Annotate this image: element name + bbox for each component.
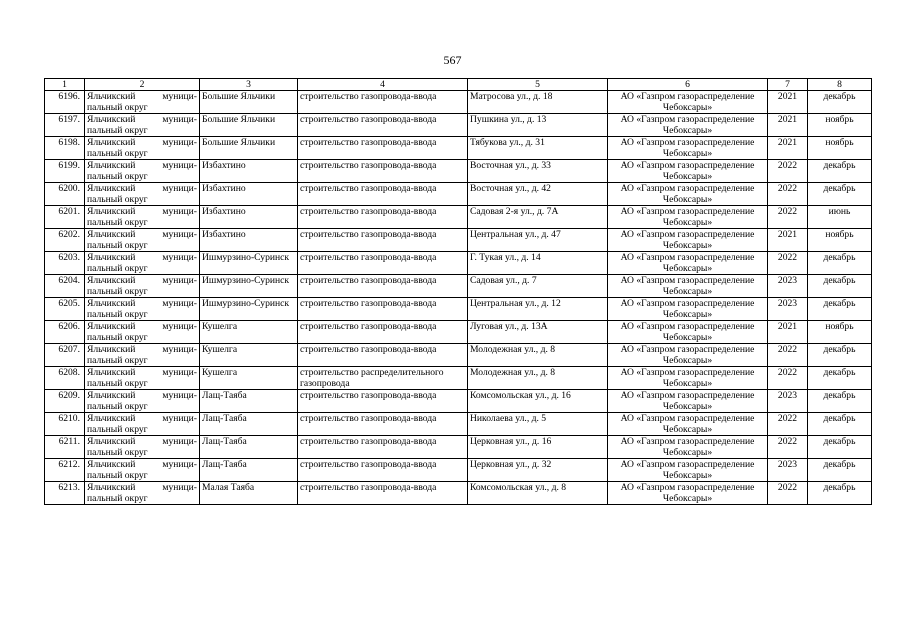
organization-cell: АО «Газпром газораспределение Чебоксары» bbox=[608, 137, 768, 160]
row-number-cell: 6202. bbox=[45, 229, 85, 252]
locality-cell: Ишмурзино-Суринск bbox=[200, 298, 298, 321]
table-row bbox=[45, 275, 872, 298]
organization-cell: АО «Газпром газораспределение Чебоксары» bbox=[608, 344, 768, 367]
table-body bbox=[45, 91, 872, 505]
work-type-cell: строительство газопровода-ввода bbox=[298, 413, 468, 436]
table-row bbox=[45, 459, 872, 482]
address-cell: Церковная ул., д. 16 bbox=[468, 436, 608, 459]
locality-cell: Большие Яльчики bbox=[200, 137, 298, 160]
district-cell: Яльчикский муници-пальный округ bbox=[85, 275, 200, 298]
year-cell: 2021 bbox=[768, 321, 808, 344]
row-number-cell: 6201. bbox=[45, 206, 85, 229]
month-cell: декабрь bbox=[808, 91, 872, 114]
year-cell: 2021 bbox=[768, 229, 808, 252]
work-type-cell: строительство газопровода-ввода bbox=[298, 160, 468, 183]
work-type-cell: строительство распределительного газопровода bbox=[298, 367, 468, 390]
district-cell: Яльчикский муници-пальный округ bbox=[85, 482, 200, 505]
district-cell: Яльчикский муници-пальный округ bbox=[85, 114, 200, 137]
row-number-cell: 6203. bbox=[45, 252, 85, 275]
district-cell: Яльчикский муници-пальный округ bbox=[85, 160, 200, 183]
organization-cell: АО «Газпром газораспределение Чебоксары» bbox=[608, 321, 768, 344]
district-cell: Яльчикский муници-пальный округ bbox=[85, 252, 200, 275]
header-cell: 6 bbox=[608, 79, 768, 91]
year-cell: 2022 bbox=[768, 160, 808, 183]
year-cell: 2023 bbox=[768, 459, 808, 482]
year-cell: 2022 bbox=[768, 183, 808, 206]
year-cell: 2023 bbox=[768, 275, 808, 298]
year-cell: 2022 bbox=[768, 344, 808, 367]
table-row bbox=[45, 183, 872, 206]
work-type-cell: строительство газопровода-ввода bbox=[298, 229, 468, 252]
organization-cell: АО «Газпром газораспределение Чебоксары» bbox=[608, 206, 768, 229]
year-cell: 2023 bbox=[768, 298, 808, 321]
gas-pipeline-registry-table bbox=[44, 78, 872, 505]
organization-cell: АО «Газпром газораспределение Чебоксары» bbox=[608, 183, 768, 206]
month-cell: декабрь bbox=[808, 482, 872, 505]
work-type-cell: строительство газопровода-ввода bbox=[298, 137, 468, 160]
year-cell: 2022 bbox=[768, 482, 808, 505]
address-cell: Пушкина ул., д. 13 bbox=[468, 114, 608, 137]
table-row bbox=[45, 436, 872, 459]
work-type-cell: строительство газопровода-ввода bbox=[298, 344, 468, 367]
organization-cell: АО «Газпром газораспределение Чебоксары» bbox=[608, 160, 768, 183]
month-cell: июнь bbox=[808, 206, 872, 229]
header-cell: 2 bbox=[85, 79, 200, 91]
year-cell: 2022 bbox=[768, 252, 808, 275]
month-cell: ноябрь bbox=[808, 229, 872, 252]
header-cell: 5 bbox=[468, 79, 608, 91]
address-cell: Молодежная ул., д. 8 bbox=[468, 344, 608, 367]
table-row bbox=[45, 160, 872, 183]
work-type-cell: строительство газопровода-ввода bbox=[298, 436, 468, 459]
header-cell: 4 bbox=[298, 79, 468, 91]
month-cell: декабрь bbox=[808, 183, 872, 206]
column-number-header-row bbox=[45, 79, 872, 91]
table-row bbox=[45, 390, 872, 413]
district-cell: Яльчикский муници-пальный округ bbox=[85, 137, 200, 160]
work-type-cell: строительство газопровода-ввода bbox=[298, 206, 468, 229]
month-cell: декабрь bbox=[808, 298, 872, 321]
month-cell: декабрь bbox=[808, 367, 872, 390]
row-number-cell: 6206. bbox=[45, 321, 85, 344]
month-cell: ноябрь bbox=[808, 321, 872, 344]
year-cell: 2021 bbox=[768, 137, 808, 160]
organization-cell: АО «Газпром газораспределение Чебоксары» bbox=[608, 413, 768, 436]
organization-cell: АО «Газпром газораспределение Чебоксары» bbox=[608, 91, 768, 114]
page-number: 567 bbox=[443, 53, 462, 67]
address-cell: Комсомольская ул., д. 16 bbox=[468, 390, 608, 413]
month-cell: декабрь bbox=[808, 275, 872, 298]
work-type-cell: строительство газопровода-ввода bbox=[298, 459, 468, 482]
organization-cell: АО «Газпром газораспределение Чебоксары» bbox=[608, 367, 768, 390]
locality-cell: Лащ-Таяба bbox=[200, 390, 298, 413]
organization-cell: АО «Газпром газораспределение Чебоксары» bbox=[608, 482, 768, 505]
organization-cell: АО «Газпром газораспределение Чебоксары» bbox=[608, 229, 768, 252]
row-number-cell: 6210. bbox=[45, 413, 85, 436]
district-cell: Яльчикский муници-пальный округ bbox=[85, 298, 200, 321]
address-cell: Садовая 2-я ул., д. 7А bbox=[468, 206, 608, 229]
row-number-cell: 6208. bbox=[45, 367, 85, 390]
locality-cell: Избахтино bbox=[200, 160, 298, 183]
address-cell: Луговая ул., д. 13А bbox=[468, 321, 608, 344]
row-number-cell: 6207. bbox=[45, 344, 85, 367]
locality-cell: Избахтино bbox=[200, 229, 298, 252]
year-cell: 2021 bbox=[768, 114, 808, 137]
month-cell: декабрь bbox=[808, 160, 872, 183]
district-cell: Яльчикский муници-пальный округ bbox=[85, 183, 200, 206]
locality-cell: Избахтино bbox=[200, 206, 298, 229]
table-row bbox=[45, 367, 872, 390]
address-cell: Г. Тукая ул., д. 14 bbox=[468, 252, 608, 275]
month-cell: декабрь bbox=[808, 252, 872, 275]
organization-cell: АО «Газпром газораспределение Чебоксары» bbox=[608, 436, 768, 459]
district-cell: Яльчикский муници-пальный округ bbox=[85, 459, 200, 482]
row-number-cell: 6209. bbox=[45, 390, 85, 413]
organization-cell: АО «Газпром газораспределение Чебоксары» bbox=[608, 459, 768, 482]
locality-cell: Кушелга bbox=[200, 367, 298, 390]
organization-cell: АО «Газпром газораспределение Чебоксары» bbox=[608, 252, 768, 275]
district-cell: Яльчикский муници-пальный округ bbox=[85, 390, 200, 413]
work-type-cell: строительство газопровода-ввода bbox=[298, 183, 468, 206]
address-cell: Николаева ул., д. 5 bbox=[468, 413, 608, 436]
table-row bbox=[45, 298, 872, 321]
address-cell: Восточная ул., д. 33 bbox=[468, 160, 608, 183]
locality-cell: Лащ-Таяба bbox=[200, 436, 298, 459]
district-cell: Яльчикский муници-пальный округ bbox=[85, 206, 200, 229]
row-number-cell: 6212. bbox=[45, 459, 85, 482]
table-row bbox=[45, 252, 872, 275]
row-number-cell: 6197. bbox=[45, 114, 85, 137]
row-number-cell: 6198. bbox=[45, 137, 85, 160]
address-cell: Комсомольская ул., д. 8 bbox=[468, 482, 608, 505]
month-cell: декабрь bbox=[808, 390, 872, 413]
work-type-cell: строительство газопровода-ввода bbox=[298, 390, 468, 413]
organization-cell: АО «Газпром газораспределение Чебоксары» bbox=[608, 298, 768, 321]
table-row bbox=[45, 206, 872, 229]
header-cell: 7 bbox=[768, 79, 808, 91]
row-number-cell: 6200. bbox=[45, 183, 85, 206]
address-cell: Восточная ул., д. 42 bbox=[468, 183, 608, 206]
address-cell: Центральная ул., д. 47 bbox=[468, 229, 608, 252]
address-cell: Садовая ул., д. 7 bbox=[468, 275, 608, 298]
work-type-cell: строительство газопровода-ввода bbox=[298, 91, 468, 114]
row-number-cell: 6205. bbox=[45, 298, 85, 321]
month-cell: декабрь bbox=[808, 436, 872, 459]
locality-cell: Кушелга bbox=[200, 321, 298, 344]
district-cell: Яльчикский муници-пальный округ bbox=[85, 321, 200, 344]
work-type-cell: строительство газопровода-ввода bbox=[298, 482, 468, 505]
district-cell: Яльчикский муници-пальный округ bbox=[85, 229, 200, 252]
header-cell: 1 bbox=[45, 79, 85, 91]
month-cell: декабрь bbox=[808, 344, 872, 367]
organization-cell: АО «Газпром газораспределение Чебоксары» bbox=[608, 390, 768, 413]
address-cell: Молодежная ул., д. 8 bbox=[468, 367, 608, 390]
row-number-cell: 6199. bbox=[45, 160, 85, 183]
locality-cell: Большие Яльчики bbox=[200, 114, 298, 137]
table-row bbox=[45, 91, 872, 114]
work-type-cell: строительство газопровода-ввода bbox=[298, 298, 468, 321]
locality-cell: Лащ-Таяба bbox=[200, 459, 298, 482]
organization-cell: АО «Газпром газораспределение Чебоксары» bbox=[608, 114, 768, 137]
table-row bbox=[45, 114, 872, 137]
address-cell: Церковная ул., д. 32 bbox=[468, 459, 608, 482]
row-number-cell: 6211. bbox=[45, 436, 85, 459]
month-cell: декабрь bbox=[808, 459, 872, 482]
locality-cell: Ишмурзино-Суринск bbox=[200, 252, 298, 275]
district-cell: Яльчикский муници-пальный округ bbox=[85, 344, 200, 367]
district-cell: Яльчикский муници-пальный округ bbox=[85, 436, 200, 459]
row-number-cell: 6204. bbox=[45, 275, 85, 298]
locality-cell: Кушелга bbox=[200, 344, 298, 367]
year-cell: 2022 bbox=[768, 367, 808, 390]
address-cell: Тябукова ул., д. 31 bbox=[468, 137, 608, 160]
table-row bbox=[45, 321, 872, 344]
district-cell: Яльчикский муници-пальный округ bbox=[85, 367, 200, 390]
locality-cell: Избахтино bbox=[200, 183, 298, 206]
district-cell: Яльчикский муници-пальный округ bbox=[85, 413, 200, 436]
table-row bbox=[45, 229, 872, 252]
work-type-cell: строительство газопровода-ввода bbox=[298, 275, 468, 298]
locality-cell: Лащ-Таяба bbox=[200, 413, 298, 436]
month-cell: декабрь bbox=[808, 413, 872, 436]
year-cell: 2022 bbox=[768, 436, 808, 459]
row-number-cell: 6213. bbox=[45, 482, 85, 505]
year-cell: 2021 bbox=[768, 91, 808, 114]
address-cell: Центральная ул., д. 12 bbox=[468, 298, 608, 321]
year-cell: 2022 bbox=[768, 206, 808, 229]
year-cell: 2022 bbox=[768, 413, 808, 436]
month-cell: ноябрь bbox=[808, 114, 872, 137]
address-cell: Матросова ул., д. 18 bbox=[468, 91, 608, 114]
district-cell: Яльчикский муници-пальный округ bbox=[85, 91, 200, 114]
table-row bbox=[45, 137, 872, 160]
month-cell: ноябрь bbox=[808, 137, 872, 160]
header-cell: 3 bbox=[200, 79, 298, 91]
work-type-cell: строительство газопровода-ввода bbox=[298, 252, 468, 275]
work-type-cell: строительство газопровода-ввода bbox=[298, 114, 468, 137]
locality-cell: Малая Таяба bbox=[200, 482, 298, 505]
table-row bbox=[45, 344, 872, 367]
organization-cell: АО «Газпром газораспределение Чебоксары» bbox=[608, 275, 768, 298]
row-number-cell: 6196. bbox=[45, 91, 85, 114]
table-row bbox=[45, 482, 872, 505]
locality-cell: Большие Яльчики bbox=[200, 91, 298, 114]
year-cell: 2023 bbox=[768, 390, 808, 413]
header-cell: 8 bbox=[808, 79, 872, 91]
locality-cell: Ишмурзино-Суринск bbox=[200, 275, 298, 298]
table-row bbox=[45, 413, 872, 436]
work-type-cell: строительство газопровода-ввода bbox=[298, 321, 468, 344]
